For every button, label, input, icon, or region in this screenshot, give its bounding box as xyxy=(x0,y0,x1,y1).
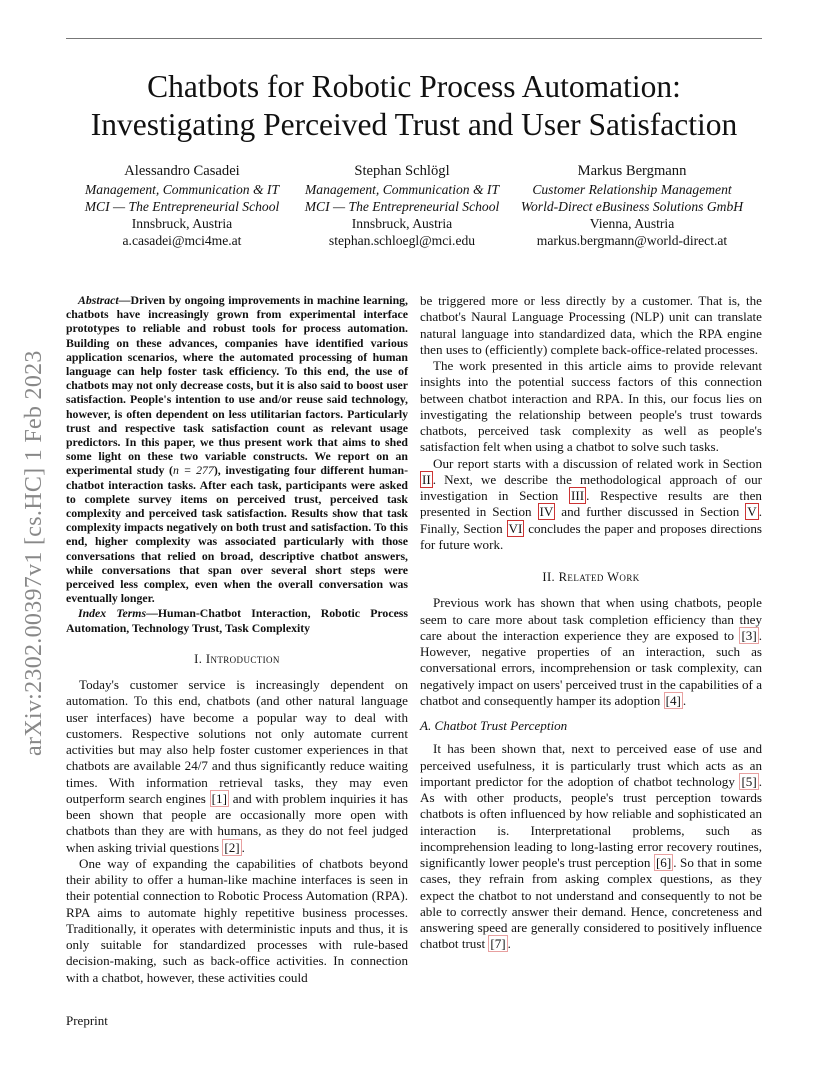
section-heading-related-work: II. Related Work xyxy=(542,570,640,584)
section-ref-link[interactable]: V xyxy=(747,504,757,520)
author-city: Vienna, Austria xyxy=(589,216,675,231)
paragraph: One way of expanding the capabilities of chatbots beyond their ability to offer a human-like machine interfaces is seen in their potential connection to Robotic Process Automation (RPA). RPA aims to automate highly repetitive business processes. Traditionally, it operates with deterministic inputs and thus, it is only suitable for standardized processes with rule-based decision-making, such as back-office activities. In connection with a chatbot, however, these activities could xyxy=(66,855,408,985)
citation-link[interactable]: [2] xyxy=(224,839,240,855)
index-terms xyxy=(66,606,408,634)
citation-link[interactable]: [5] xyxy=(741,773,757,789)
paragraph-continued: be triggered more or less directly by a customer. That is, the chatbot's Naural Language Processing (NLP) unit can translate natural language into standardized data, which the RPA engine then uses to (efficiently) complete back-office-related processes. xyxy=(420,293,762,357)
paragraph xyxy=(420,595,762,709)
paragraph: The work presented in this article aims to provide relevant insights into the potential success factors of this connection between chatbot interaction and RPA. In this, our focus lies on investigating the relationship between people's trust towards chatbots, perceived task complexity as well as people's satisfaction felt when using a chatbot to solve such tasks. xyxy=(420,358,762,455)
paragraph-text: Today's customer service is increasingly dependent on automation. To this end, chatbots (and other natural language user interfaces) have become a popular way to deal with customers. Respective solutions not only automate current activities but may also help foster customer experiences in that chatbots are available 24/7 and thus significantly reduce waiting times. With information retrieval tasks, they may even outperform search engines xyxy=(66,677,408,806)
citation-link[interactable]: [3] xyxy=(741,627,757,643)
arxiv-identifier: arXiv:2302.00397v1 [cs.HC] 1 Feb 2023 xyxy=(21,350,47,756)
paragraph-text: . xyxy=(241,839,245,855)
paragraph-text: . Respective results are then presented in Section xyxy=(420,488,762,520)
section-ref-link[interactable]: IV xyxy=(539,504,554,520)
paragraph-text: concludes the paper and proposes directions for future work. xyxy=(420,520,762,552)
author-affiliation: Management, Communication & IT xyxy=(84,182,280,197)
paragraph-text: It has been shown that, next to perceived ease of use and perceived usefulness, it is particularly trust which acts as an important predictor for the adoption of chatbot technology xyxy=(420,741,762,789)
author-affiliation: Customer Relationship Management xyxy=(532,182,732,197)
paragraph xyxy=(66,677,408,856)
paragraph-text: . xyxy=(682,692,687,708)
abstract-text: —Driven by ongoing improvements in machine learning, chatbots have increasingly grown from experimental interface prototypes to reliable and robust tools for process automation. Building on these advances, companies have identified various application scenarios, where the automated processing of human language can help foster task efficiency. To this end, the use of chatbots may not only decrease costs, but it is also said to boost user satisfaction. People's intention to use and/or reuse said technology, however, is often dependent on less utilitarian factors. Particularly trust and respective task satisfaction count as relevant usage predictors. In this paper, we thus present work that aims to shed some light on these two variable constructs. We report on an experimental study ( xyxy=(66,293,408,478)
author-city: Innsbruck, Austria xyxy=(351,216,453,231)
paragraph-text: and with problem inquiries it has been shown that people are occasionally more open with chatbots than they are with humans, as they do not feel judged when asking trivial questions xyxy=(66,790,408,855)
author-institution: MCI — The Entrepreneurial School xyxy=(304,199,500,214)
paragraph xyxy=(420,456,762,554)
section-ref-link[interactable]: VI xyxy=(508,520,523,536)
paragraph-text: . xyxy=(507,936,511,952)
paragraph-text: . So that in some cases, they refrain from asking complex questions, as they expect the chatbot to not understand and consequently to not be able to correctly answer their demand. Hence, concreteness and answering speed are generally considered to positively influence chatbot trust xyxy=(420,855,762,952)
author-affiliation: Management, Communication & IT xyxy=(304,182,500,197)
paragraph-text: . However, negative properties of an interaction, such as conversational errors, incomprehension or task complexity, can negatively impact on users' perceived trust in the capabilities of a chatbot and consequently hamper its adoption xyxy=(420,627,762,708)
paragraph-text: . Next, we describe the methodological approach of our investigation in Section xyxy=(420,471,762,503)
abstract-text-cont: ), investigating four different human-chatbot interaction tasks. After each task, participants were asked to complete survey items on perceived trust, perceived task complexity and perceived task satisfaction. Results show that task complexity impacts negatively on both trust and satisfaction. To this end, higher complexity was associated particularly with those conversations that relied on broad, descriptive chatbot answers, while conversations that span over several short steps were perceived less complex, even when the overall conversation was eventually longer. xyxy=(66,463,409,606)
subsection-heading: A. Chatbot Trust Perception xyxy=(420,718,568,733)
title-line-1: Chatbots for Robotic Process Automation: xyxy=(147,69,681,104)
author-block xyxy=(510,163,754,249)
paragraph-text: . Finally, Section xyxy=(420,504,762,536)
title-line-2: Investigating Perceived Trust and User Satisfaction xyxy=(90,107,738,142)
paragraph-text: . As with other products, people's trust perception towards chatbots is often influenced by how reliable and sophisticated an interaction is. Interpretational problems, such as incomprehension leading to long-lasting error recovery routines, significantly lower people's trust perception xyxy=(420,773,762,870)
abstract xyxy=(66,293,408,605)
footer-label: Preprint xyxy=(66,1013,108,1028)
abstract-label: Abstract xyxy=(78,293,119,307)
top-rule xyxy=(66,38,762,39)
section-heading-introduction: I. Introduction xyxy=(194,651,280,666)
citation-link[interactable]: [6] xyxy=(655,855,672,870)
paragraph xyxy=(420,741,762,952)
author-email[interactable]: a.casadei@mci4me.at xyxy=(122,233,242,248)
author-name: Markus Bergmann xyxy=(577,163,687,179)
section-ref-link[interactable]: III xyxy=(570,488,585,503)
paper-title xyxy=(40,68,788,144)
author-email[interactable]: stephan.schloegl@mci.edu xyxy=(328,233,476,248)
paragraph-text: Our report starts with a discussion of related work in Section xyxy=(433,455,762,471)
author-block xyxy=(298,163,506,249)
author-city: Innsbruck, Austria xyxy=(131,216,233,231)
paragraph-text: Previous work has shown that when using chatbots, people seem to care more about task completion efficiency than they care about the interaction experience they are exposed to xyxy=(420,595,762,643)
author-name: Stephan Schlögl xyxy=(354,163,450,179)
citation-link[interactable]: [4] xyxy=(665,692,681,708)
index-terms-text: —Human-Chatbot Interaction, Robotic Process Automation, Technology Trust, Task Complexity xyxy=(66,606,408,635)
author-email[interactable]: markus.bergmann@world-direct.at xyxy=(536,233,728,248)
author-institution: World-Direct eBusiness Solutions GmbH xyxy=(520,199,744,214)
section-ref-link[interactable]: II xyxy=(422,471,431,487)
abstract-sample-size: n = 277 xyxy=(172,463,214,478)
author-institution: MCI — The Entrepreneurial School xyxy=(84,199,280,214)
paragraph-text: and further discussed in Section xyxy=(555,504,746,520)
right-column xyxy=(420,293,762,953)
citation-link[interactable]: [1] xyxy=(211,790,227,806)
citation-link[interactable]: [7] xyxy=(490,936,506,952)
left-column xyxy=(66,293,408,986)
index-terms-label: Index Terms xyxy=(78,606,147,621)
author-block xyxy=(66,163,298,249)
author-name: Alessandro Casadei xyxy=(124,163,240,179)
